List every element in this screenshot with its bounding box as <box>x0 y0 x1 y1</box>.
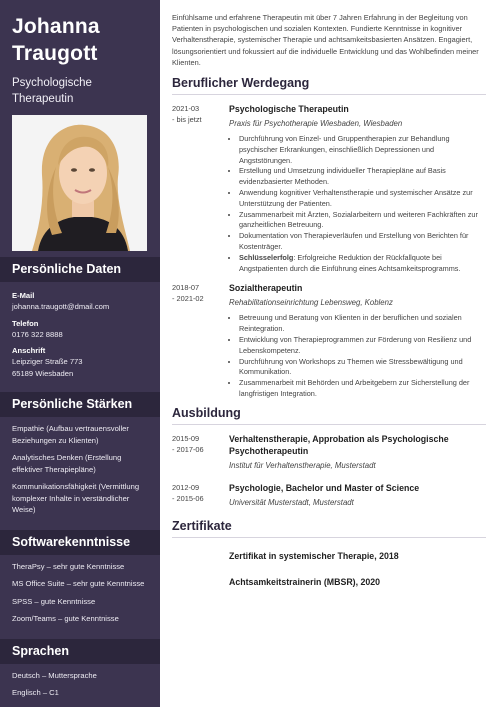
certificates-heading: Zertifikate <box>172 519 486 538</box>
languages-heading: Sprachen <box>0 639 160 664</box>
strengths-list <box>0 417 160 524</box>
language-item: Englisch – C1 <box>12 688 59 697</box>
address-street: Leipziger Straße 773 <box>12 357 83 366</box>
date-from: 2018-07 <box>172 283 200 293</box>
strength-item: Analytisches Denken (Erstellung effektiver Therapiepläne) <box>12 453 122 474</box>
profile-photo <box>12 115 147 251</box>
date-from: 2012-09 <box>172 482 200 492</box>
phone-value: 0176 322 8888 <box>12 329 63 339</box>
key-success-text: : Erfolgreiche Reduktion der Rückfallquote bei Angstpatienten durch die Einführung eines Achtsamkeitsprogramms. <box>239 252 461 273</box>
email-value[interactable]: johanna.traugott@dmail.com <box>12 302 110 311</box>
bullet-item: • Anwendung kognitiver Verhaltenstherapie und systemischer Ansätze zur Unterstützung der Patienten. <box>239 188 486 210</box>
languages-list <box>0 664 160 707</box>
entry-organization: Universität Musterstadt, Musterstadt <box>229 497 354 507</box>
main-content <box>160 0 500 707</box>
date-to: - 2021-02 <box>172 294 204 304</box>
date-to: - 2017-06 <box>172 444 204 454</box>
bullet-item: • Dokumentation von Therapieverläufen und Erstellung von Berichten für Kostenträger. <box>239 231 486 253</box>
software-heading: Softwarekenntnisse <box>0 530 160 555</box>
entry-content <box>229 482 486 513</box>
bullet-item: • Durchführung von Workshops zu Themen wie Stressbewältigung und Kommunikation. <box>239 357 486 379</box>
software-item: TheraPsy – sehr gute Kenntnisse <box>12 561 125 571</box>
strength-item: Kommunikationsfähigkeit (Vermittlung komplexer Inhalte in verständlicher Weise) <box>12 482 140 514</box>
education-entry <box>172 482 486 513</box>
experience-heading: Beruflicher Werdegang <box>172 76 486 95</box>
language-item: Deutsch – Muttersprache <box>12 670 97 680</box>
last-name: Traugott <box>12 42 98 65</box>
experience-entry <box>172 282 486 399</box>
education-heading: Ausbildung <box>172 406 486 425</box>
entry-organization: Institut für Verhaltenstherapie, Musterstadt <box>229 460 376 470</box>
education-entry <box>172 433 486 476</box>
entry-organization: Rehabilitationseinrichtung Lebensweg, Koblenz <box>229 298 393 308</box>
software-item: Zoom/Teams – gute Kenntnisse <box>12 614 119 623</box>
entry-bullets <box>229 134 486 274</box>
experience-entry <box>172 103 486 274</box>
entry-date <box>172 282 229 399</box>
bullet-item <box>239 253 486 275</box>
address-city: 65189 Wiesbaden <box>12 368 74 378</box>
date-to: - 2015-06 <box>172 493 204 503</box>
software-list <box>0 555 160 633</box>
entry-content <box>229 282 486 399</box>
bullet-item: • Zusammenarbeit mit Behörden und Arbeitgebern zur Sicherstellung der langfristigen Integration. <box>239 378 486 400</box>
bullet-item: • Erstellung und Umsetzung individueller Therapiepläne auf Basis evidenzbasierter Methoden. <box>239 166 486 188</box>
profile-summary: Einfühlsame und erfahrene Therapeutin mit über 7 Jahren Erfahrung in der Begleitung von Patienten in psychologischen und sozialen Kontexten. Fundierte Kenntnisse in kognitiver Verhaltenstherapie, systemischer Therapie und achtsamkeitsbasierten Ansätzen. Engagiert, lösungsorientiert und fokussiert auf die individuelle Entwicklung und das Wohlbefinden meiner Klienten. <box>172 13 479 67</box>
entry-title: Verhaltenstherapie, Approbation als Psychologische Psychotherapeutin <box>229 433 449 456</box>
bullet-item: • Betreuung und Beratung von Klienten in der beruflichen und sozialen Reintegration. <box>239 313 486 335</box>
personal-data-heading: Persönliche Daten <box>0 257 160 282</box>
bullet-item: • Entwicklung von Therapieprogrammen zur Förderung von Resilienz und Lebenskompetenz. <box>239 335 486 357</box>
key-success-label: Schlüsselerfolg <box>239 252 294 262</box>
certificate-item: Zertifikat in systemischer Therapie, 2018 <box>229 550 399 561</box>
entry-content <box>229 433 486 476</box>
software-item: SPSS – gute Kenntnisse <box>12 596 96 606</box>
job-title: Psychologische Therapeutin <box>12 77 92 105</box>
bullet-item: • Durchführung von Einzel- und Gruppentherapien zur Behandlung psychischer Erkrankungen, einschließlich Depressionen und Angststörungen. <box>239 134 486 166</box>
bullet-item: • Zusammenarbeit mit Ärzten, Sozialarbeitern und weiteren Fachkräften zur ganzheitlichen Betreuung. <box>239 210 486 232</box>
address-label: Anschrift <box>12 346 46 355</box>
entry-content <box>229 103 486 274</box>
software-item: MS Office Suite – sehr gute Kenntnisse <box>12 579 145 588</box>
phone-label: Telefon <box>12 318 39 328</box>
entry-date <box>172 433 229 476</box>
entry-date <box>172 103 229 274</box>
date-from: 2021-03 <box>172 104 200 114</box>
entry-date <box>172 482 229 513</box>
certificate-item: Achtsamkeitstrainerin (MBSR), 2020 <box>229 576 381 587</box>
entry-title: Psychologie, Bachelor und Master of Science <box>229 482 420 493</box>
person-name <box>0 0 160 67</box>
entry-title: Sozialtherapeutin <box>229 283 303 294</box>
strength-item: Empathie (Aufbau vertrauensvoller Beziehungen zu Klienten) <box>12 424 129 445</box>
email-label: E-Mail <box>12 291 35 300</box>
entry-title: Psychologische Therapeutin <box>229 104 349 115</box>
date-from: 2015-09 <box>172 433 200 443</box>
sidebar <box>0 0 160 707</box>
personal-data <box>0 282 160 386</box>
entry-bullets <box>229 313 486 399</box>
entry-organization: Praxis für Psychotherapie Wiesbaden, Wiesbaden <box>229 119 403 129</box>
strengths-heading: Persönliche Stärken <box>0 392 160 417</box>
date-to: - bis jetzt <box>172 115 202 125</box>
first-name: Johanna <box>12 15 100 38</box>
